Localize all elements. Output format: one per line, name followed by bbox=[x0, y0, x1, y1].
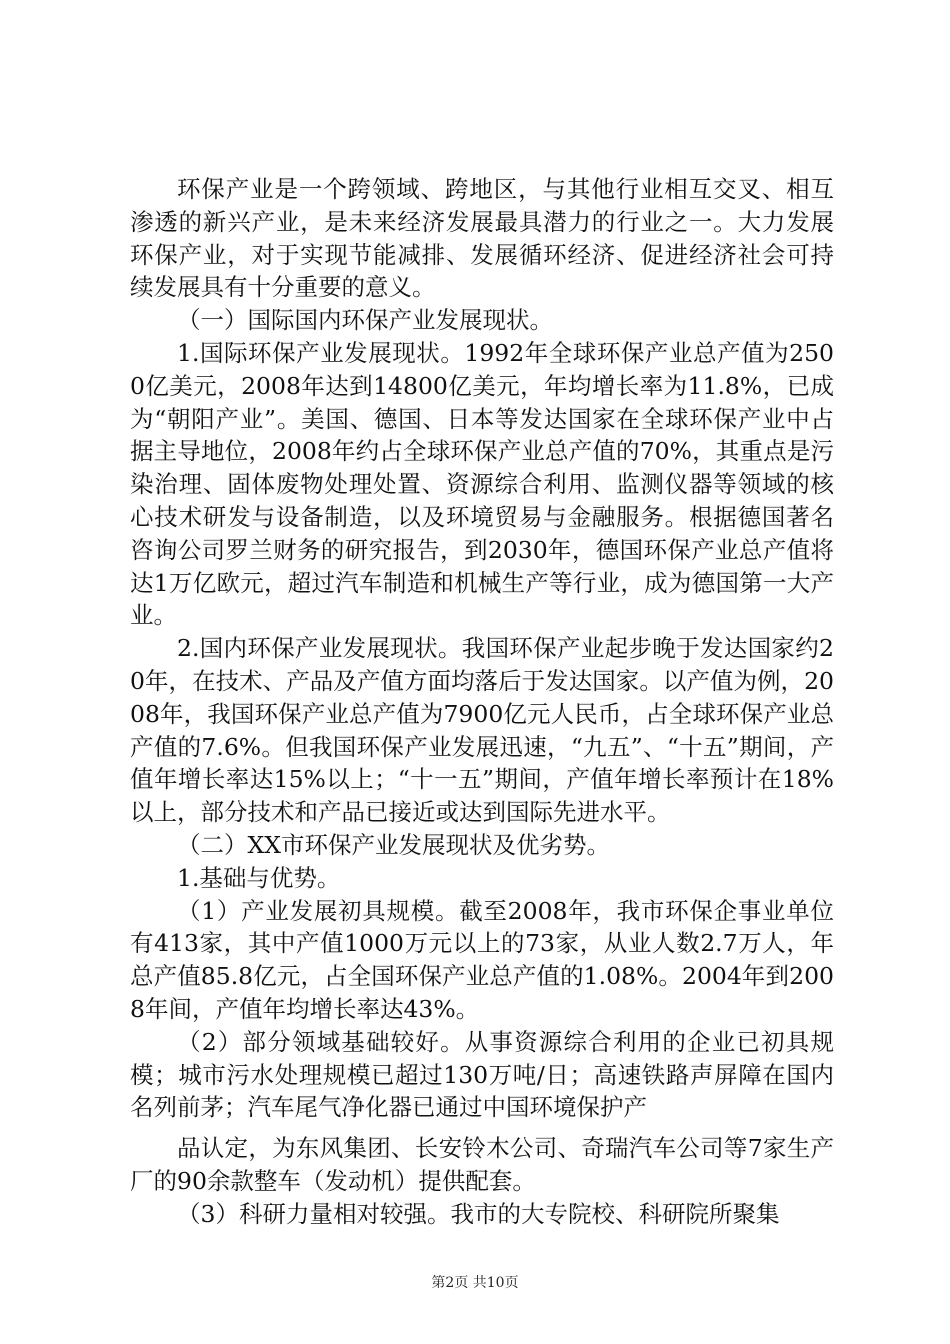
document-body bbox=[130, 173, 834, 1231]
paragraph-field-foundation: （2）部分领域基础较好。从事资源综合利用的企业已初具规模；城市污水处理规模已超过130万吨/日；高速铁路声屏障在国内名列前茅；汽车尾气净化器已通过中国环境保护产 bbox=[130, 1027, 834, 1122]
paragraph-industry-scale: （1）产业发展初具规模。截至2008年，我市环保企事业单位有413家，其中产值1000万元以上的73家，从业人数2.7万人，年总产值85.8亿元，占全国环保产业总产值的1.08%。2004年到2008年间，产值年均增长率达43%。 bbox=[130, 896, 834, 1023]
paragraph-intro: 环保产业是一个跨领域、跨地区，与其他行业相互交叉、相互渗透的新兴产业，是未来经济发展最具潜力的行业之一。大力发展环保产业，对于实现节能减排、发展循环经济、促进经济社会可持续发展具有十分重要的意义。 bbox=[130, 175, 834, 302]
heading-section-1: （一）国际国内环保产业发展现状。 bbox=[177, 306, 553, 335]
heading-basis-advantages: 1.基础与优势。 bbox=[177, 863, 341, 892]
paragraph-domestic-status: 2.国内环保产业发展现状。我国环保产业起步晚于发达国家约20年，在技术、产品及产值方面均落后于发达国家。以产值为例，2008年，我国环保产业总产值为7900亿元人民币，占全球环保产业总产值的7.6%。但我国环保产业发展迅速，“九五”、“十五”期间，产值年增长率达15%以上；“十一五”期间，产值年增长率预计在18%以上，部分技术和产品已接近或达到国际先进水平。 bbox=[130, 634, 834, 827]
paragraph-field-foundation-continued: 品认定，为东风集团、长安铃木公司、奇瑞汽车公司等7家生产厂的90余款整车（发动机）提供配套。 bbox=[130, 1134, 834, 1195]
page-number-footer: 第2页 共10页 bbox=[431, 1275, 519, 1291]
paragraph-international-status: 1.国际环保产业发展现状。1992年全球环保产业总产值为2500亿美元，2008年达到14800亿美元，年均增长率为11.8%，已成为“朝阳产业”。美国、德国、日本等发达国家在全球环保产业中占据主导地位，2008年约占全球环保产业总产值的70%，其重点是污染治理、固体废物处理处置、资源综合利用、监测仪器等领域的核心技术研发与设备制造，以及环境贸易与金融服务。根据德国著名咨询公司罗兰财务的研究报告，到2030年，德国环保产业总产值将达1万亿欧元，超过汽车制造和机械生产等行业，成为德国第一大产业。 bbox=[130, 338, 834, 630]
heading-section-2: （二）XX市环保产业发展现状及优劣势。 bbox=[177, 830, 610, 859]
paragraph-research-strength: （3）科研力量相对较强。我市的大专院校、科研院所聚集 bbox=[177, 1199, 780, 1228]
